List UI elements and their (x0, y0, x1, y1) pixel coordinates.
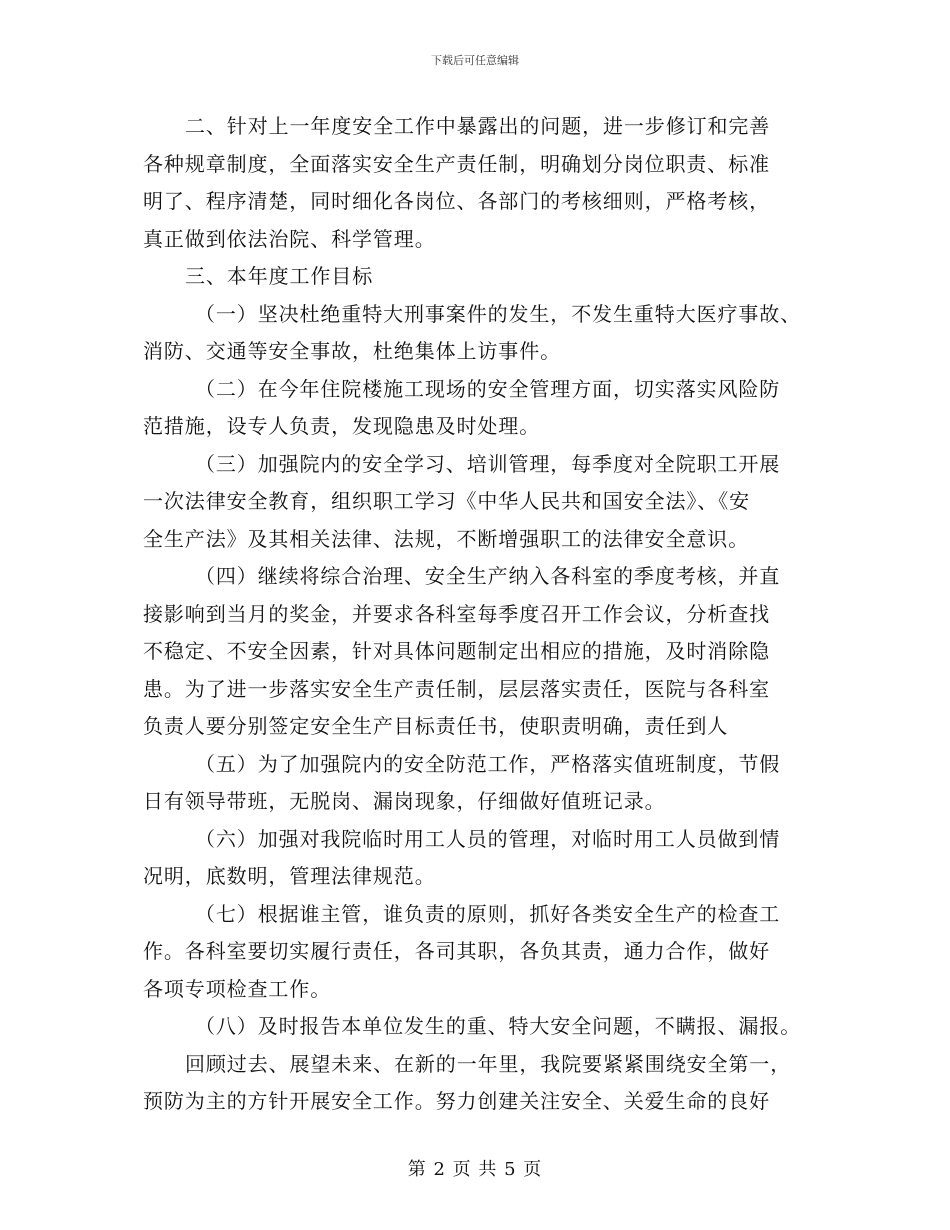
paragraph-line: 接影响到当月的奖金，并要求各科室每季度召开工作会议，分析查找 (143, 601, 770, 626)
paragraph-line: 真正做到依法治院、科学管理。 (143, 226, 436, 251)
paragraph-line: 各项专项检查工作。 (143, 976, 332, 1001)
paragraph-line: 一次法律安全教育，组织职工学习《中华人民共和国安全法》、《安 (143, 489, 750, 513)
paragraph-line: 患。为了进一步落实安全生产责任制，层层落实责任，医院与各科室 (143, 676, 770, 701)
paragraph-line: 况明，底数明，管理法律规范。 (143, 864, 436, 888)
paragraph-line: （三）加强院内的安全学习、培训管理，每季度对全院职工开展 (195, 451, 781, 476)
page-header: 下载后可任意编辑 (431, 54, 519, 67)
paragraph-line: 明了、程序清楚，同时细化各岗位、各部门的考核细则，严格考核， (143, 189, 770, 213)
paragraph-line: 回顾过去、展望未来、在新的一年里，我院要紧紧围绕安全第一， (185, 1051, 792, 1076)
paragraph-line: 各种规章制度，全面落实安全生产责任制，明确划分岗位职责、标准 (143, 151, 770, 176)
paragraph-line: 预防为主的方针开展安全工作。努力创建关注安全、关爱生命的良好 (143, 1089, 770, 1113)
page-number: 第 2 页 共 5 页 (407, 1159, 543, 1180)
paragraph-line: 作。各科室要切实履行责任，各司其职，各负其责，通力合作，做好 (143, 939, 770, 963)
paragraph-line: （七）根据谁主管，谁负责的原则，抓好各类安全生产的检查工 (195, 901, 781, 926)
paragraph-line: （二）在今年住院楼施工现场的安全管理方面，切实落实风险防 (195, 376, 781, 401)
paragraph-line: 日有领导带班，无脱岗、漏岗现象，仔细做好值班记录。 (143, 789, 666, 813)
paragraph-line: （四）继续将综合治理、安全生产纳入各科室的季度考核，并直 (195, 564, 781, 588)
paragraph-line: （六）加强对我院临时用工人员的管理，对临时用工人员做到情 (195, 826, 781, 851)
paragraph-line: 范措施，设专人负责，发现隐患及时处理。 (143, 414, 541, 438)
paragraph-line: 消防、交通等安全事故，杜绝集体上访事件。 (143, 339, 561, 363)
paragraph-line: 二、针对上一年度安全工作中暴露出的问题，进一步修订和完善 (185, 114, 771, 138)
paragraph-line: 全生产法》及其相关法律、法规，不断增强职工的法律安全意识。 (143, 526, 750, 551)
document-body (143, 108, 823, 1121)
paragraph-line: （五）为了加强院内的安全防范工作，严格落实值班制度，节假 (195, 751, 781, 776)
section-heading: 三、本年度工作目标 (185, 264, 374, 288)
paragraph-line: 不稳定、不安全因素，针对具体问题制定出相应的措施，及时消除隐 (143, 639, 770, 663)
paragraph-line: 负责人要分别签定安全生产目标责任书，使职责明确，责任到人 (143, 714, 729, 738)
paragraph-line: （一）坚决杜绝重特大刑事案件的发生，不发生重特大医疗事故、 (195, 301, 802, 326)
paragraph-line: （八）及时报告本单位发生的重、特大安全问题，不瞒报、漏报。 (195, 1014, 802, 1038)
